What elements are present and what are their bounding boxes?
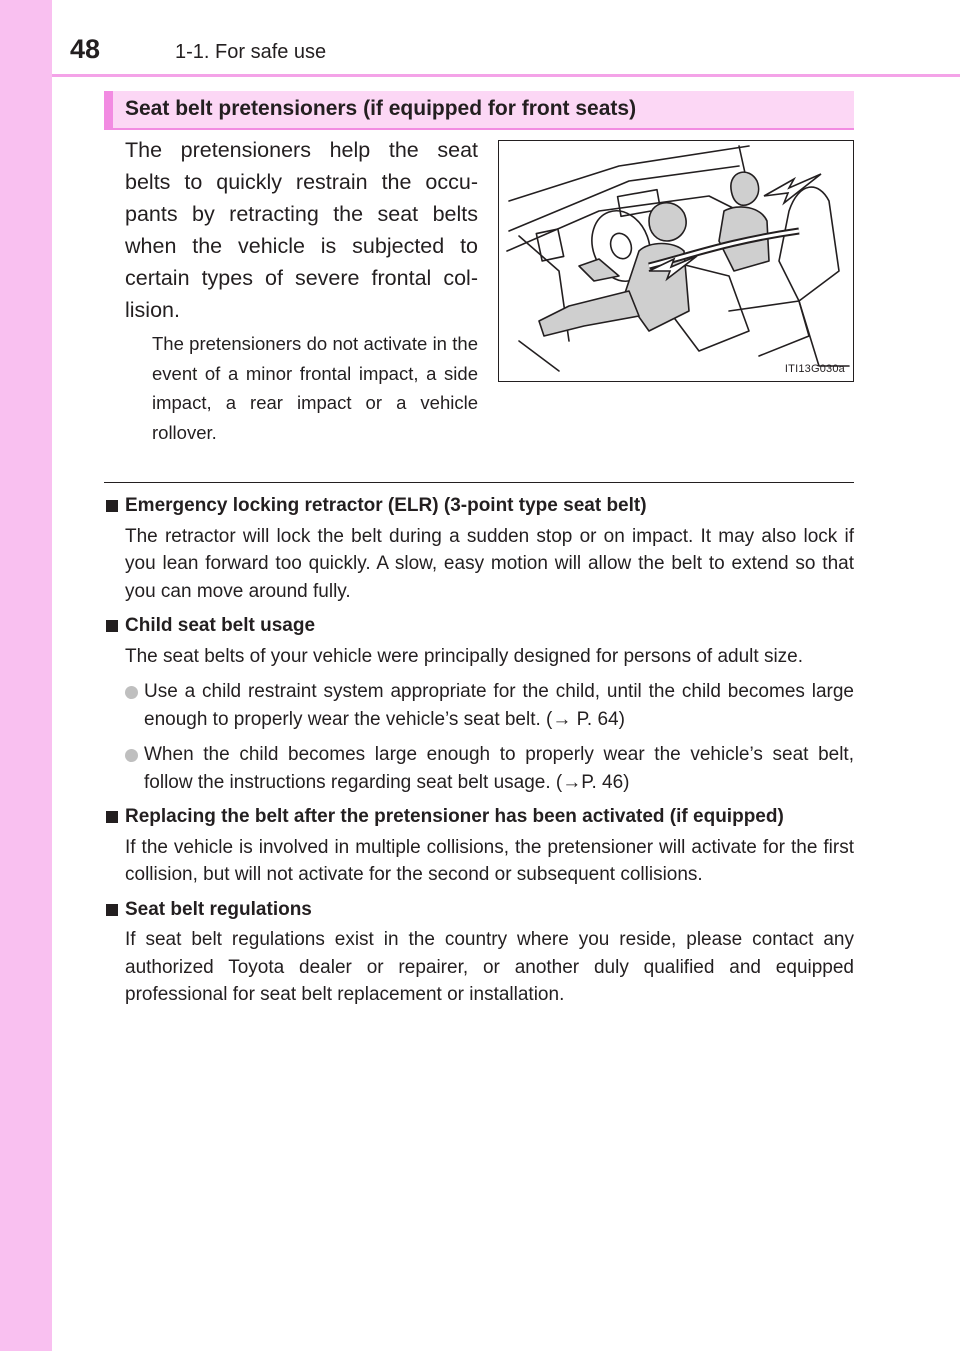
- note-heading-text: Child seat belt usage: [125, 615, 316, 636]
- circle-bullet-icon: [125, 686, 138, 699]
- car-interior-drawing: [499, 141, 854, 382]
- square-bullet-icon: [106, 811, 118, 823]
- bullet-item: [104, 678, 854, 733]
- intro-paragraph: The pretensioners help the seat belts to quickly restrain the occu- pants by retracting the seat belts when the vehicle is subjected to certain types of severe frontal col- lision.: [125, 138, 478, 322]
- note-heading: [104, 896, 854, 924]
- note-heading-text: Replacing the belt after the pretensioner has been activated (if equipped): [125, 806, 784, 827]
- note-body: If the vehicle is involved in multiple collisions, the pretensioner will activate for the first collision, but will not activate for the second or subsequent collisions.: [125, 836, 854, 885]
- note-body: The seat belts of your vehicle were principally designed for persons of adult size.: [125, 645, 804, 667]
- note-body: If seat belt regulations exist in the country where you reside, please contact any authorized Toyota dealer or repairer, or another duly qualified and equipped professional for seat belt replacement or installation.: [125, 929, 854, 1005]
- section-header: [104, 91, 854, 130]
- square-bullet-icon: [106, 904, 118, 916]
- note-heading-text: Emergency locking retractor (ELR) (3-point type seat belt): [125, 495, 647, 516]
- chapter-title: 1-1. For safe use: [175, 41, 327, 63]
- page-number: 48: [70, 34, 101, 64]
- note-child-seat-belt: [104, 612, 854, 796]
- square-bullet-icon: [106, 500, 118, 512]
- circle-bullet-icon: [125, 749, 138, 762]
- bullet-text: When the child becomes large enough to properly wear the vehicle’s seat belt, follow the instructions regarding seat belt usage. (→P. 46): [144, 744, 854, 793]
- note-heading: [104, 612, 854, 640]
- pretensioner-illustration: [498, 140, 854, 382]
- section-title: Seat belt pretensioners (if equipped for front seats): [125, 97, 637, 120]
- bullet-item: [104, 741, 854, 796]
- square-bullet-icon: [106, 620, 118, 632]
- note-elr: [104, 492, 854, 605]
- note-body: The retractor will lock the belt during a sudden stop or on impact. It may also lock if you lean forward too quickly. A slow, easy motion will allow the belt to extend so that you can move around fully.: [125, 525, 854, 602]
- side-strip: [0, 0, 52, 1351]
- note-seat-belt-regulations: [104, 896, 854, 1009]
- figure-code: ITI13G030a: [784, 363, 845, 375]
- note-replacing-belt: [104, 803, 854, 889]
- note-heading-text: Seat belt regulations: [125, 898, 312, 920]
- note-heading: [104, 803, 854, 831]
- section-header-accent: [104, 91, 113, 128]
- divider: [104, 482, 854, 483]
- notes-section: [104, 492, 854, 1016]
- top-rule: [52, 74, 960, 77]
- note-heading: [104, 492, 854, 520]
- intro-note: The pretensioners do not activate in the event of a minor frontal impact, a side impact, a rear impact or a vehicle rollover.: [152, 333, 478, 443]
- bullet-text: Use a child restraint system appropriate for the child, until the child becomes large enough to properly wear the vehicle’s seat belt. (→ P. 64): [144, 681, 854, 730]
